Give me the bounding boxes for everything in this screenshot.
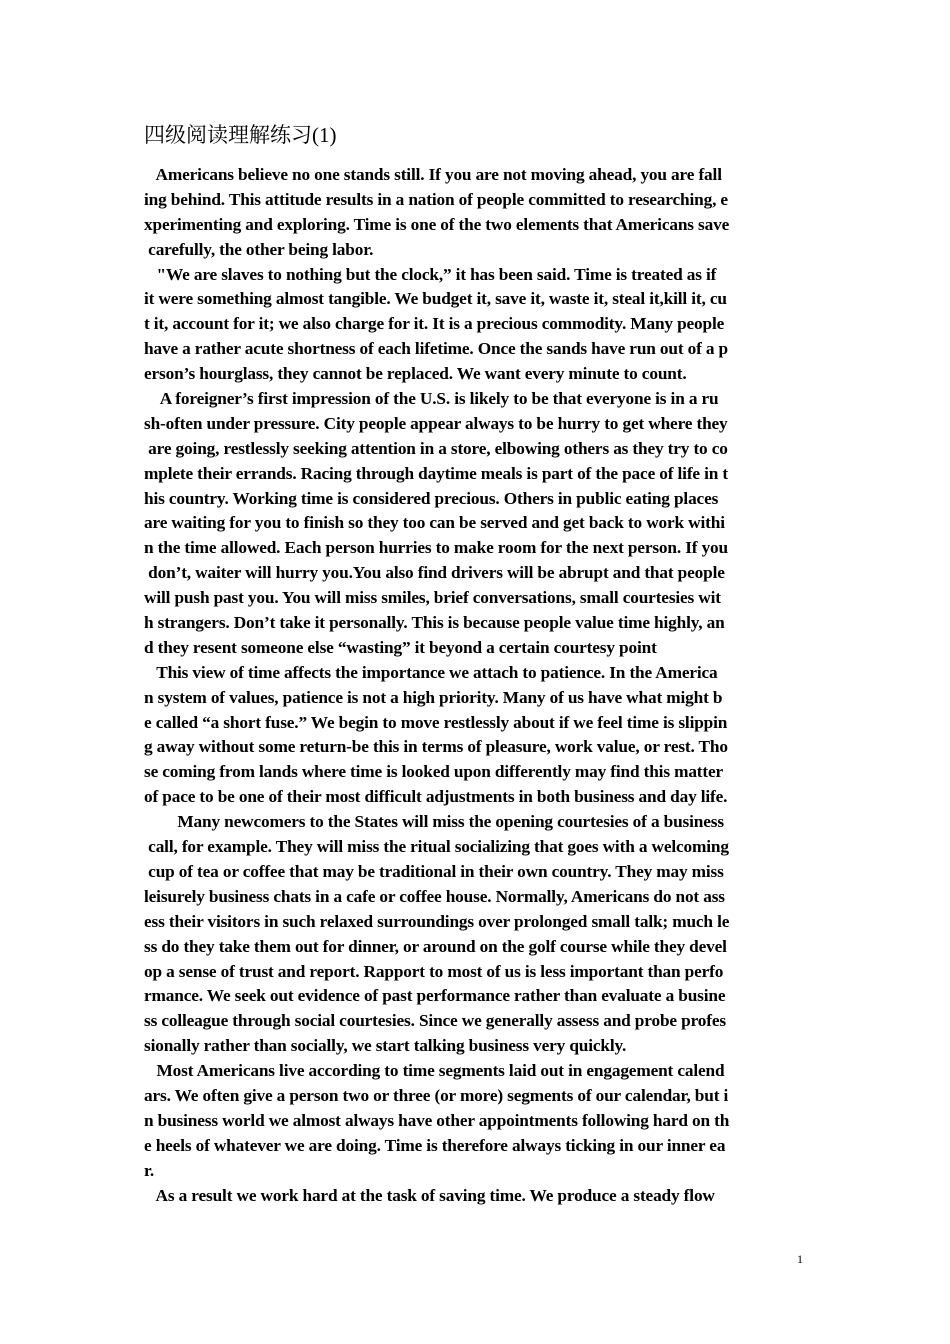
text-line: op a sense of trust and report. Rapport to most of us is less important than perfo: [144, 961, 724, 981]
text-line: his country. Working time is considered precious. Others in public eating places: [144, 488, 719, 508]
text-line: mplete their errands. Racing through daytime meals is part of the pace of life in t: [144, 463, 729, 483]
text-line: ing behind. This attitude results in a nation of people committed to researching, e: [144, 189, 728, 209]
text-line: ess their visitors in such relaxed surroundings over prolonged small talk; much le: [144, 911, 730, 931]
text-line: h strangers. Don’t take it personally. This is because people value time highly, an: [144, 613, 725, 633]
text-line: e called “a short fuse.” We begin to move restlessly about if we feel time is slippin: [144, 712, 728, 732]
text-line: "We are slaves to nothing but the clock,” it has been said. Time is treated as if: [144, 264, 717, 284]
text-line: leisurely business chats in a cafe or coffee house. Normally, Americans do not ass: [144, 886, 725, 906]
text-line: Americans believe no one stands still. If you are not moving ahead, you are fall: [144, 165, 722, 184]
text-line: rmance. We seek out evidence of past performance rather than evaluate a busine: [144, 986, 726, 1006]
text-line: erson’s hourglass, they cannot be replaced. We want every minute to count.: [144, 364, 687, 384]
text-line: d they resent someone else “wasting” it beyond a certain courtesy point: [144, 637, 657, 657]
text-line: g away without some return-be this in terms of pleasure, work value, or rest. Tho: [144, 737, 728, 757]
text-line: don’t, waiter will hurry you.You also find drivers will be abrupt and that people: [144, 563, 725, 583]
text-line: n the time allowed. Each person hurries to make room for the next person. If you: [144, 538, 729, 558]
article-body: [144, 163, 814, 1208]
text-line: ss do they take them out for dinner, or around on the golf course while they devel: [144, 936, 727, 956]
page-title: 四级阅读理解练习(1): [144, 123, 337, 147]
text-line: n business world we almost always have other appointments following hard on th: [144, 1110, 730, 1130]
text-line: carefully, the other being labor.: [144, 239, 374, 259]
text-line: are going, restlessly seeking attention in a store, elbowing others as they try to co: [144, 438, 728, 458]
text-line: sionally rather than socially, we start talking business very quickly.: [144, 1036, 627, 1056]
text-line: are waiting for you to finish so they too can be served and get back to work withi: [144, 513, 725, 533]
text-line: call, for example. They will miss the ritual socializing that goes with a welcoming: [144, 837, 729, 857]
text-line: cup of tea or coffee that may be traditional in their own country. They may miss: [144, 861, 724, 881]
text-line: This view of time affects the importance we attach to patience. In the America: [144, 662, 718, 682]
text-line: will push past you. You will miss smiles, brief conversations, small courtesies wit: [144, 588, 721, 608]
text-line: have a rather acute shortness of each lifetime. Once the sands have run out of a p: [144, 339, 729, 359]
text-line: it were something almost tangible. We budget it, save it, waste it, steal it,kill it, cu: [144, 289, 727, 309]
text-line: of pace to be one of their most difficult adjustments in both business and day life.: [144, 787, 728, 807]
text-line: sh-often under pressure. City people appear always to be hurry to get where they: [144, 413, 728, 433]
text-line: As a result we work hard at the task of saving time. We produce a steady flow: [144, 1185, 715, 1205]
text-line: xperimenting and exploring. Time is one of the two elements that Americans save: [144, 214, 730, 234]
text-line: e heels of whatever we are doing. Time is therefore always ticking in our inner ea: [144, 1135, 726, 1155]
text-line: ars. We often give a person two or three (or more) segments of our calendar, but i: [144, 1085, 729, 1105]
text-line: r.: [144, 1160, 155, 1180]
text-line: A foreigner’s first impression of the U.S. is likely to be that everyone is in a ru: [144, 389, 719, 409]
text-line: Many newcomers to the States will miss the opening courtesies of a business: [144, 812, 724, 832]
text-line: se coming from lands where time is looked upon differently may find this matter: [144, 762, 724, 782]
text-line: n system of values, patience is not a high priority. Many of us have what might b: [144, 687, 723, 707]
text-line: ss colleague through social courtesies. Since we generally assess and probe profes: [144, 1011, 726, 1031]
text-line: Most Americans live according to time segments laid out in engagement calend: [144, 1061, 725, 1081]
page-number: 1: [797, 1252, 803, 1266]
text-line: t it, account for it; we also charge for it. It is a precious commodity. Many people: [144, 314, 725, 334]
